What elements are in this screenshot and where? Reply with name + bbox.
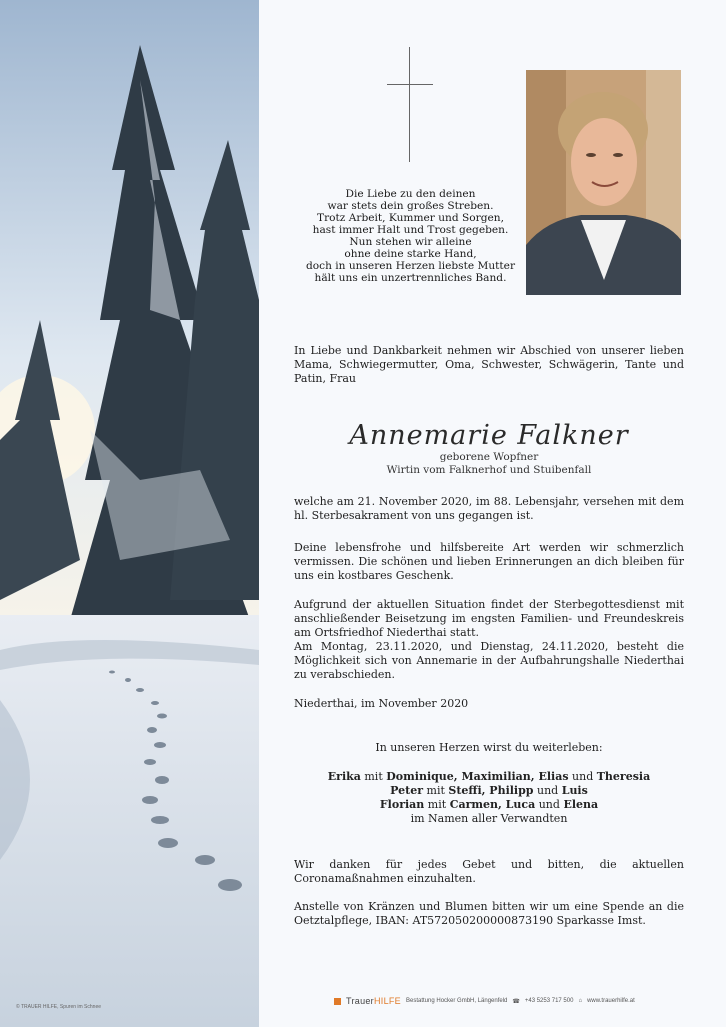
poem [259,188,562,284]
place-date: Niederthai, im November 2020 [294,697,469,710]
viewing-text: Am Montag, 23.11.2020, und Dienstag, 24.11.2020, besteht die Möglichkeit sich von Annemarie in der Aufbahrungshalle Niederthai zu verabschieden. [294,640,684,681]
poem-line: war stets dein großes Streben. [327,200,494,212]
family-line: im Namen aller Verwandten [410,812,568,825]
family-list [294,770,684,826]
company-name: Bestattung Hocker GmbH, Längenfeld [406,998,508,1004]
deceased-description: Wirtin vom Falknerhof und Stuibenfall [386,464,592,476]
thanks-text: Wir danken für jedes Gebet und bitten, die aktuellen Coronamaßnahmen einzuhalten. [294,858,684,885]
funeral-info [294,598,684,682]
deceased-name: Annemarie Falkner [349,420,629,451]
deceased-block [294,421,684,477]
website-link[interactable]: www.trauerhilfe.at [587,998,635,1004]
poem-line: Die Liebe zu den deinen [345,188,476,200]
donation-text: Anstelle von Kränzen und Blumen bitten wir um eine Spende an die Oetztalpflege, IBAN: AT572050200000873190 Sparkasse Imst. [294,900,684,927]
image-credit: © TRAUER HILFE, Spuren im Schnee [16,1004,102,1010]
phone-number: +43 5253 717 500 [524,998,574,1004]
birth-name: geborene Wopfner [439,451,539,463]
poem-line: ohne deine starke Hand, [344,248,477,260]
poem-line: hast immer Halt und Trost gegeben. [312,224,509,236]
family-heading: In unseren Herzen wirst du weiterleben: [375,741,603,754]
death-notice: welche am 21. November 2020, im 88. Lebensjahr, versehen mit dem hl. Sterbesakrament von uns gegangen ist. [294,495,684,522]
brand-name: TrauerHILFE [346,996,401,1006]
memory-text: Deine lebensfrohe und hilfsbereite Art werden wir schmerzlich vermissen. Die schönen und lieben Erinnerungen an dich bleiben für uns ein kostbares Geschenk. [294,541,684,582]
poem-line: Trotz Arbeit, Kummer und Sorgen, [317,212,504,224]
intro-text: In Liebe und Dankbarkeit nehmen wir Abschied von unserer lieben Mama, Schwiegermutter, Oma, Schwester, Schwägerin, Tante und Patin, Frau [294,344,684,385]
poem-line: hält uns ein unzertrennliches Band. [314,272,507,284]
family-line: Peter mit Steffi, Philipp und Luis [390,784,588,797]
family-line: Erika mit Dominique, Maximilian, Elias und Theresia [327,770,651,783]
winter-forest-image [0,0,259,1027]
poem-line: doch in unseren Herzen liebste Mutter [305,260,516,272]
family-line: Florian mit Carmen, Luca und Elena [379,798,599,811]
cross-icon [387,47,433,165]
web-icon: ⌂ [578,998,583,1004]
phone-icon: ☎ [512,998,520,1005]
footer [334,996,635,1006]
trauerhilfe-logo-icon [334,998,341,1005]
poem-line: Nun stehen wir alleine [349,236,472,248]
funeral-text: Aufgrund der aktuellen Situation findet der Sterbegottesdienst mit anschließender Beisetzung im engsten Familien- und Freundeskreis am Ortsfriedhof Niederthai statt. [294,598,684,639]
text-panel [259,0,726,1027]
